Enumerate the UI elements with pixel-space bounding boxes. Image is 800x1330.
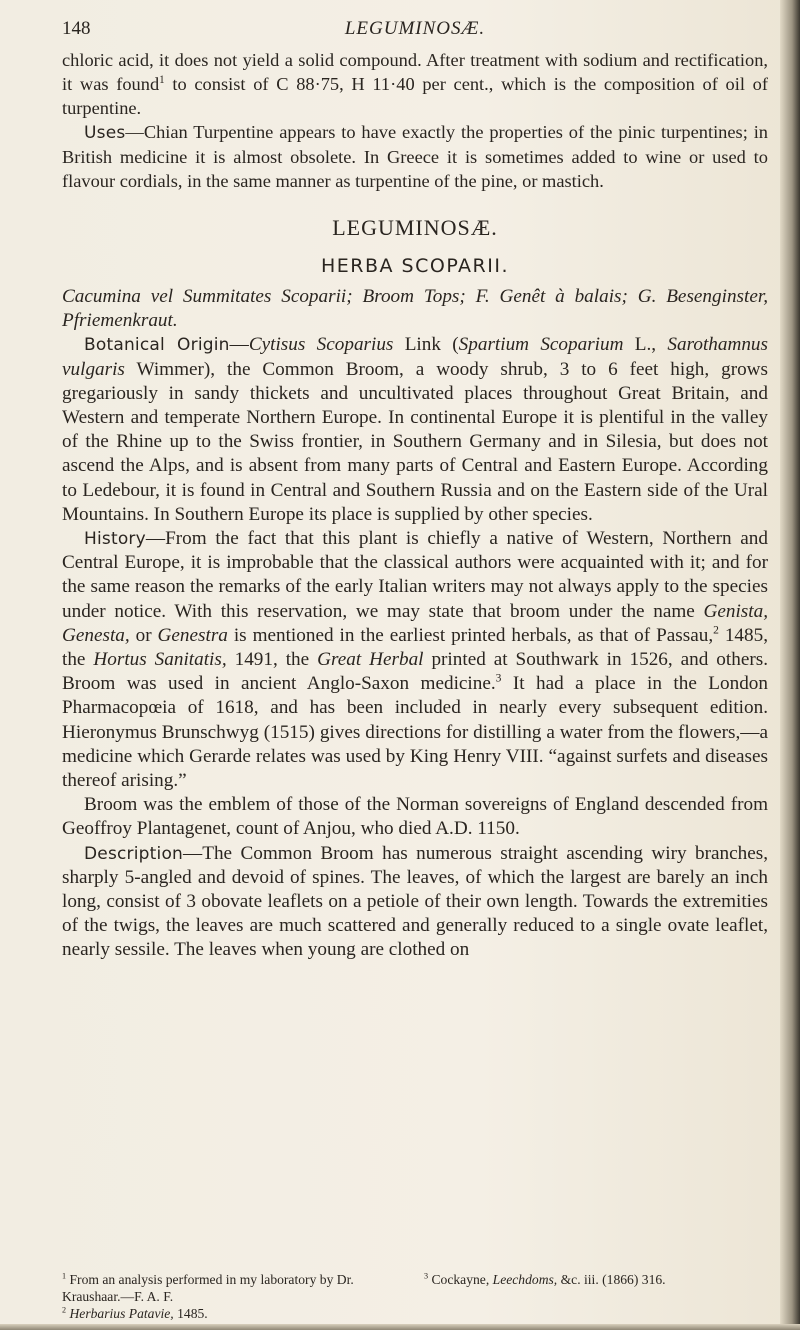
footnote-ref: 1 <box>62 1271 67 1281</box>
footnote-ref: 3 <box>424 1271 429 1281</box>
text-run: Spartium Scoparium <box>458 334 624 356</box>
text-run: From an analysis performed in my laboratory by Dr. Kraushaar.—F. A. F. <box>62 1272 354 1304</box>
running-title: LEGUMINOSÆ. <box>344 18 486 39</box>
text-run: is mentioned in the earliest printed herbals, as that of Passau, <box>227 624 714 646</box>
text-run: Broom was the emblem of those of the Norman sovereigns of England descended from Geoffroy Plantagenet, count of Anjou, who died A.D. 1150. <box>62 794 768 840</box>
footnote-ref: 2 <box>713 624 719 637</box>
run-heading: Botanical Origin <box>84 335 230 356</box>
page-number: 148 <box>62 18 91 39</box>
footnote-row <box>62 1271 768 1322</box>
text-run: — <box>229 334 249 356</box>
footnote-1 <box>62 1271 412 1305</box>
text-run: Cockayne, <box>428 1272 493 1287</box>
page-edge-right <box>780 0 800 1330</box>
text-run: &c. iii. (1866) 316. <box>557 1272 666 1287</box>
text-run: Genista, Genesta, <box>62 600 768 646</box>
synonyms <box>62 285 768 333</box>
run-heading: Description <box>84 843 184 864</box>
footnote-column-left <box>62 1271 412 1322</box>
text-run: It had a place in the London Pharmacopœia of 1618, and has been included in nearly every subsequent edition. Hieronymus Brunschwyg (1515) gives directions for distilling a water from the flowers,—a medicine which Gerarde relates was used by King Henry VIII. “against surfets and diseases thereof arising.” <box>62 673 768 792</box>
page-edge-bottom <box>0 1324 800 1330</box>
footnote-column-right <box>412 1271 768 1322</box>
text-run: Link ( <box>393 334 459 356</box>
text-run: Sarothamnus vulgaris <box>62 334 768 380</box>
footnote-3 <box>424 1271 768 1288</box>
footnote-2 <box>62 1305 412 1322</box>
text-run: chloric acid, it does not yield a solid compound. After treatment with sodium and rectification, it was found <box>62 50 768 94</box>
text-run: —The Common Broom has numerous straight ascending wiry branches, sharply 5-angled and devoid of spines. The leaves, of which the largest are barely an inch long, consist of 3 obovate leaflets on a petiole of their own length. Towards the extremities of the twigs, the leaves are much scattered and generally reduced to a single ovate leaflet, nearly sessile. The leaves when young are clothed on <box>62 842 768 961</box>
uses-paragraph <box>62 120 768 193</box>
text-run: Great Herbal <box>317 649 424 671</box>
footnote-ref: 1 <box>159 73 165 86</box>
run-heading: Uses <box>84 123 126 143</box>
intro-text <box>62 48 768 193</box>
text-run: to consist of C 88·75, H 11·40 per cent., which is the composition of oil of turpentine. <box>62 74 769 118</box>
broom-emblem-paragraph <box>62 793 768 841</box>
text-run: Cytisus Scoparius <box>248 334 394 356</box>
running-head <box>62 18 768 48</box>
page-content <box>62 18 768 963</box>
text-run: Genestra <box>157 624 228 646</box>
botanical-origin-paragraph <box>62 333 768 527</box>
history-paragraph <box>62 527 768 793</box>
text-run: Leechdoms, <box>492 1272 558 1287</box>
body-text <box>62 333 768 962</box>
synonyms-text: Cacumina vel Summitates Scoparii; Broom Tops; F. Genêt à balais; G. Besenginster, Pfriemenkraut. <box>62 286 768 332</box>
text-run: or <box>129 624 158 646</box>
footnote-ref: 3 <box>495 672 502 685</box>
description-paragraph <box>62 842 768 963</box>
text-run: 1485. <box>173 1306 208 1321</box>
text-run: Wimmer), the Common Broom, a woody shrub, 3 to 6 feet high, grows gregariously in sandy thickets and uncultivated places throughout Great Britain, and Western and temperate Northern Europe. In continental Europe it is plentiful in the valley of the Rhine up to the Swiss frontier, in Southern Germany and in Silesia, but does not ascend the Alps, and is absent from many parts of Central and Eastern Europe. According to Ledebour, it is found in Central and Southern Russia and on the Eastern side of the Ural Mountains. In Southern Europe its place is supplied by other species. <box>62 358 768 525</box>
footnotes <box>62 1271 768 1322</box>
text-run: printed at Southwark in 1526, and others. Broom was used in ancient Anglo-Saxon medicine. <box>62 649 768 695</box>
intro-paragraph-1 <box>62 48 768 120</box>
text-run: Herbarius Patavie, <box>69 1306 174 1321</box>
text-run: —From the fact that this plant is chiefly a native of Western, Northern and Central Europe, it is improbable that the classical authors were acquainted with it; and for the same reason the remarks of the early Italian writers may not always apply to the species under notice. With this reservation, we may state that broom under the name <box>62 528 768 622</box>
text-run: L., <box>623 334 668 356</box>
drug-title: HERBA SCOPARII. <box>320 255 510 277</box>
section-title: LEGUMINOSÆ. <box>332 215 498 240</box>
text-run: 1491, the <box>226 649 318 671</box>
text-run: —Chian Turpentine appears to have exactly the properties of the pinic turpentines; in British medicine it is almost obsolete. In Greece it is sometimes added to wine or used to flavour cordials, in the same manner as turpentine of the pine, or mastich. <box>62 122 768 191</box>
footnote-ref: 2 <box>62 1305 67 1315</box>
run-heading: History <box>84 529 146 550</box>
text-run: 1485, the <box>62 624 769 671</box>
text-run: Hortus Sanitatis, <box>93 649 227 671</box>
